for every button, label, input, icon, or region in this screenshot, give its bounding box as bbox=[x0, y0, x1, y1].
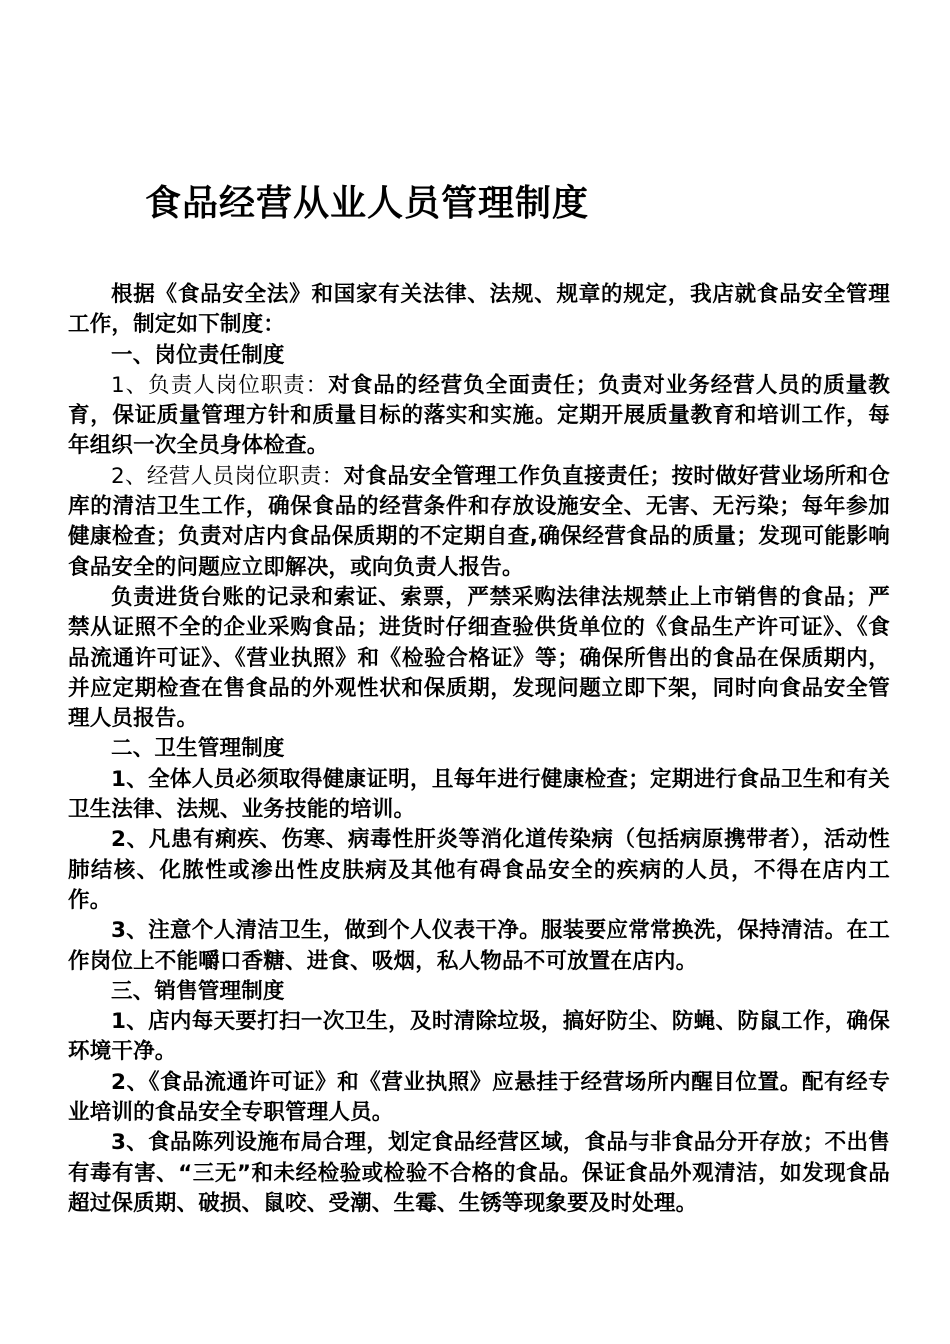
section1-heading: 一、岗位责任制度 bbox=[111, 342, 285, 368]
section2-item2: 2、凡患有痢疾、伤寒、病毒性肝炎等消化道传染病（包括病原携带者），活动性肺结核、化脓性或渗出性皮肤病及其他有碍食品安全的疾病的人员，不得在店内工作。 bbox=[68, 827, 890, 913]
section1-item2-label: 2、经营人员岗位职责： bbox=[111, 463, 344, 489]
document-title: 食品经营从业人员管理制度 bbox=[145, 183, 590, 224]
section3-item2: 2、《食品流通许可证》和《营业执照》应悬挂于经营场所内醒目位置。配有经专业培训的食品安全专职管理人员。 bbox=[68, 1069, 890, 1126]
section3-item1: 1、店内每天要打扫一次卫生，及时清除垃圾，搞好防尘、防蝇、防鼠工作，确保环境干净。 bbox=[68, 1009, 890, 1065]
section1-item1-label: 1、负责人岗位职责： bbox=[111, 372, 329, 398]
section1-item3: 负责进货台账的记录和索证、索票，严禁采购法律法规禁止上市销售的食品；严禁从证照不全的企业采购食品；进货时仔细查验供货单位的《食品生产许可证》、《食品流通许可证》、《营业执照》和《检验合格证》等；确保所售出的食品在保质期内，并应定期检查在售食品的外观性状和保质期，发现问题立即下架，同时向食品安全管理人员报告。 bbox=[68, 584, 890, 732]
section1-item1 bbox=[68, 371, 890, 462]
section2-item1: 1、全体人员必须取得健康证明，且每年进行健康检查；定期进行食品卫生和有关卫生法律、法规、业务技能的培训。 bbox=[68, 766, 890, 823]
section1-item2 bbox=[68, 462, 890, 583]
document-body bbox=[68, 280, 890, 1219]
section1-item1-text: 对食品的经营负全面责任；负责对业务经营人员的质量教育，保证质量管理方针和质量目标的落实和实施。定期开展质量教育和培训工作，每年组织一次全员身体检查。 bbox=[68, 372, 890, 459]
section2-heading: 二、卫生管理制度 bbox=[111, 736, 285, 762]
section1-item2-text: 对食品安全管理工作负直接责任；按时做好营业场所和仓库的清洁卫生工作，确保食品的经营条件和存放设施安全、无害、无污染；每年参加健康检查；负责对店内食品保质期的不定期自查,确保经营食品的质量；发现可能影响食品安全的问题应立即解决，或向负责人报告。 bbox=[68, 463, 890, 580]
section3-heading: 三、销售管理制度 bbox=[111, 978, 285, 1004]
section3-item3: 3、食品陈列设施布局合理，划定食品经营区域，食品与非食品分开存放；不出售有毒有害、“三无”和未经检验或检验不合格的食品。保证食品外观清洁，如发现食品超过保质期、破损、鼠咬、受潮、生霉、生锈等现象要及时处理。 bbox=[68, 1130, 890, 1216]
intro-paragraph: 根据《食品安全法》和国家有关法律、法规、规章的规定，我店就食品安全管理工作，制定如下制度： bbox=[68, 282, 890, 338]
section2-item3: 3、注意个人清洁卫生，做到个人仪表干净。服装要应常常换洗，保持清洁。在工作岗位上不能嚼口香糖、进食、吸烟，私人物品不可放置在店内。 bbox=[68, 918, 890, 974]
